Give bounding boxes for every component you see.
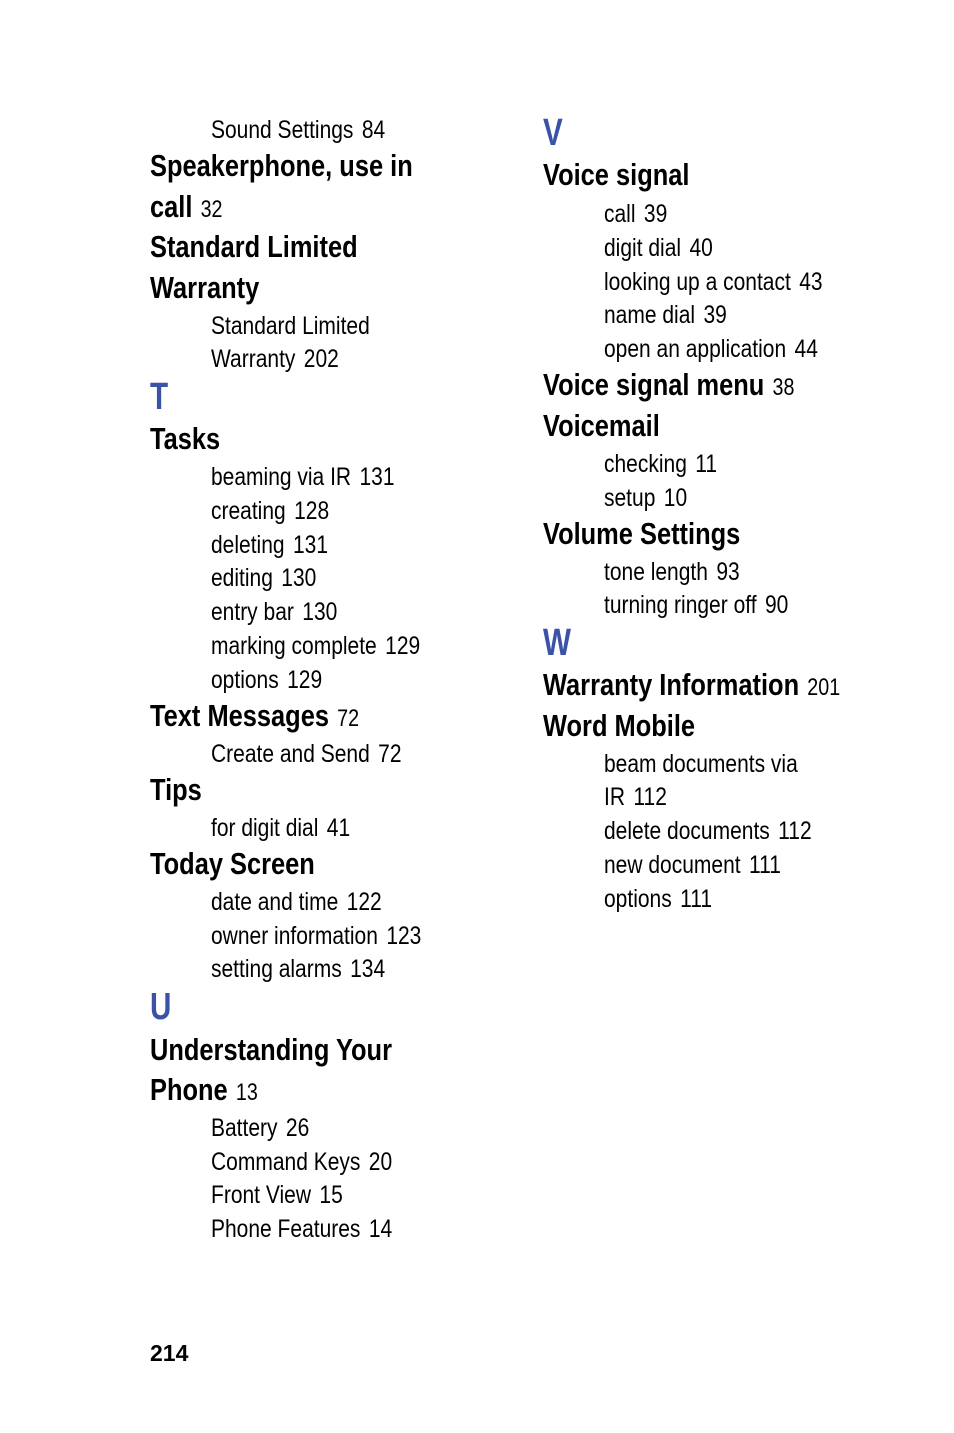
index-subentry: tone length 93 <box>604 558 740 586</box>
index-entry-understanding: Understanding Your <box>150 1032 392 1067</box>
index-subentry: Front View 15 <box>211 1181 343 1209</box>
index-subentry: options 111 <box>604 885 713 913</box>
index-entry-tips: Tips <box>150 772 202 807</box>
index-subentry: editing 130 <box>211 564 317 592</box>
index-subentry: setting alarms 134 <box>211 955 386 983</box>
index-subentry: creating 128 <box>211 497 330 525</box>
index-subentry: Phone Features 14 <box>211 1215 393 1243</box>
index-entry-warranty-information: Warranty Information 201 <box>543 667 841 702</box>
section-letter-t: T <box>150 376 169 418</box>
index-subentry: Battery 26 <box>211 1114 310 1142</box>
index-subentry: entry bar 130 <box>211 598 338 626</box>
section-letter-u: U <box>150 986 172 1028</box>
page-number: 214 <box>150 1340 189 1366</box>
index-subentry: open an application 44 <box>604 335 818 363</box>
index-subentry: Warranty 202 <box>211 345 339 373</box>
index-subentry: Command Keys 20 <box>211 1148 393 1176</box>
index-subentry: beaming via IR 131 <box>211 463 395 491</box>
index-subentry: call 39 <box>604 200 668 228</box>
index-entry-word-mobile: Word Mobile <box>543 708 696 743</box>
index-entry-speakerphone-cont: call 32 <box>150 189 223 224</box>
index-entry-standard-limited-warranty: Standard Limited <box>150 229 358 264</box>
index-subentry: date and time 122 <box>211 888 382 916</box>
index-entry-volume-settings: Volume Settings <box>543 516 741 551</box>
index-subentry: IR 112 <box>604 783 667 811</box>
index-subentry: digit dial 40 <box>604 234 713 262</box>
index-entry-voicemail: Voicemail <box>543 408 660 443</box>
index-subentry: turning ringer off 90 <box>604 591 789 619</box>
index-subentry: beam documents via <box>604 750 798 778</box>
index-subentry: owner information 123 <box>211 922 422 950</box>
section-letter-v: V <box>543 112 563 154</box>
index-subentry: for digit dial 41 <box>211 814 351 842</box>
index-subentry: Standard Limited <box>211 312 370 340</box>
index-entry-today-screen: Today Screen <box>150 846 315 881</box>
index-entry-understanding-cont: Phone 13 <box>150 1072 258 1107</box>
index-subentry: deleting 131 <box>211 531 329 559</box>
index-subentry: Sound Settings 84 <box>211 116 386 144</box>
index-subentry: looking up a contact 43 <box>604 268 823 296</box>
index-subentry: options 129 <box>211 666 323 694</box>
index-subentry: name dial 39 <box>604 301 727 329</box>
index-subentry: new document 111 <box>604 851 781 879</box>
section-letter-w: W <box>543 622 571 664</box>
index-entry-speakerphone: Speakerphone, use in <box>150 148 413 183</box>
index-subentry: Create and Send 72 <box>211 740 402 768</box>
index-entry-standard-limited-warranty-cont: Warranty <box>150 270 260 305</box>
index-subentry: delete documents 112 <box>604 817 812 845</box>
index-entry-voice-signal-menu: Voice signal menu 38 <box>543 367 795 402</box>
index-entry-voice-signal: Voice signal <box>543 157 690 192</box>
index-subentry: marking complete 129 <box>211 632 421 660</box>
index-entry-text-messages: Text Messages 72 <box>150 698 360 733</box>
index-subentry: setup 10 <box>604 484 688 512</box>
index-subentry: checking 11 <box>604 450 718 478</box>
index-entry-tasks: Tasks <box>150 421 221 456</box>
